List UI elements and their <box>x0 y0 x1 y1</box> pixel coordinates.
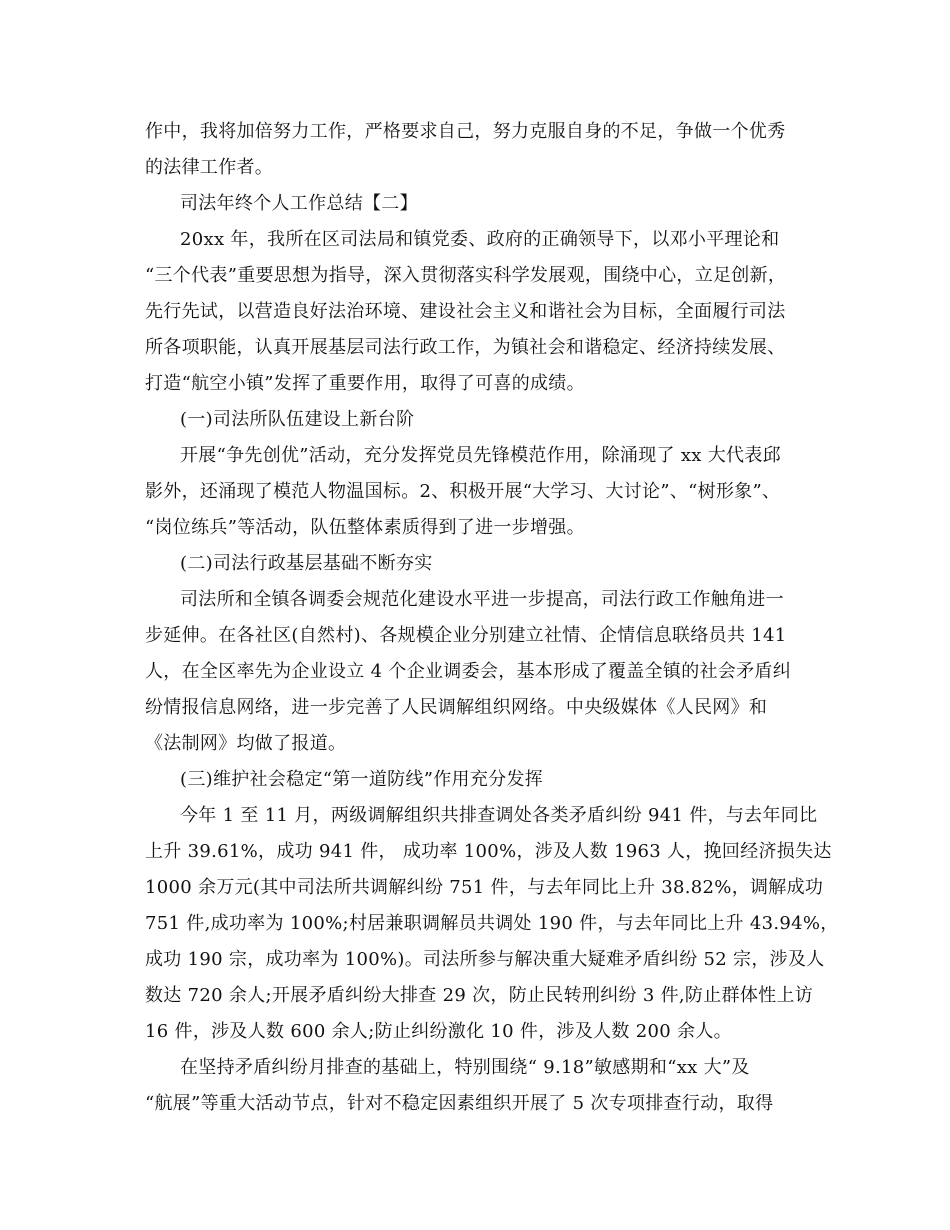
body-text-line: “岗位练兵”等活动，队伍整体素质得到了进一步增强。 <box>145 517 585 538</box>
body-text-line: 先行先试，以营造良好法治环境、建设社会主义和谐社会为目标，全面履行司法 <box>145 301 786 322</box>
body-text-line: 影外，还涌现了模范人物温国标。2、积极开展“大学习、大讨论”、“树形象”、 <box>145 481 781 502</box>
body-text-line: 人，在全区率先为企业设立 4 个企业调委会，基本形成了覆盖全镇的社会矛盾纠 <box>145 661 791 682</box>
subsection-heading: (一)司法所队伍建设上新台阶 <box>180 409 415 430</box>
body-text-line: “航展”等重大活动节点，针对不稳定因素组织开展了 5 次专项排查行动，取得 <box>145 1093 774 1114</box>
subsection-heading: (二)司法行政基层基础不断夯实 <box>180 553 433 574</box>
body-text-line: 作中，我将加倍努力工作，严格要求自己，努力克服自身的不足，争做一个优秀 <box>145 121 786 142</box>
body-text-line: 司法所和全镇各调委会规范化建设水平进一步提高，司法行政工作触角进一 <box>180 589 784 610</box>
body-text-line: 纷情报信息网络，进一步完善了人民调解组织网络。中央级媒体《人民网》和 <box>145 697 768 718</box>
body-text-line: 751 件,成功率为 100%;村居兼职调解员共调处 190 件，与去年同比上升 43.94%， <box>145 913 839 934</box>
subsection-heading: (三)维护社会稳定“第一道防线”作用充分发挥 <box>180 769 544 790</box>
body-text-line: 步延伸。在各社区(自然村)、各规模企业分别建立社情、企情信息联络员共 141 <box>145 625 787 646</box>
body-text-line: 数达 720 余人;开展矛盾纠纷大排查 29 次，防止民转刑纠纷 3 件,防止群体性上访 <box>145 985 814 1006</box>
body-text-line: 20xx 年，我所在区司法局和镇党委、政府的正确领导下，以邓小平理论和 <box>180 229 780 250</box>
body-text-line: 上升 39.61%，成功 941 件， 成功率 100%，涉及人数 1963 人，挽回经济损失达 <box>145 841 832 862</box>
body-text-line: 所各项职能，认真开展基层司法行政工作，为镇社会和谐稳定、经济持续发展、 <box>145 337 786 358</box>
body-text-line: 16 件，涉及人数 600 余人;防止纠纷激化 10 件，涉及人数 200 余人。 <box>145 1021 732 1042</box>
body-text-line: 今年 1 至 11 月，两级调解组织共排查调处各类矛盾纠纷 941 件，与去年同比 <box>180 805 818 826</box>
body-text-line: 开展“争先创优”活动，充分发挥党员先锋模范作用，除涌现了 xx 大代表邱 <box>180 445 781 466</box>
body-text-line: 打造“航空小镇”发挥了重要作用，取得了可喜的成绩。 <box>145 373 585 394</box>
body-text-line: 1000 余万元(其中司法所共调解纠纷 751 件，与去年同比上升 38.82%，调解成功 <box>145 877 824 898</box>
body-text-line: 在坚持矛盾纠纷月排查的基础上，特别围绕“ 9.18”敏感期和“xx 大”及 <box>180 1057 750 1078</box>
body-text-line: “三个代表”重要思想为指导，深入贯彻落实科学发展观，围绕中心，立足创新， <box>145 265 787 286</box>
body-text-line: 《法制网》均做了报道。 <box>145 733 347 754</box>
body-text-line: 成功 190 宗，成功率为 100%)。司法所参与解决重大疑难矛盾纠纷 52 宗，涉及人 <box>145 949 825 970</box>
body-text-line: 的法律工作者。 <box>145 157 274 178</box>
section-heading: 司法年终个人工作总结【二】 <box>180 193 418 214</box>
